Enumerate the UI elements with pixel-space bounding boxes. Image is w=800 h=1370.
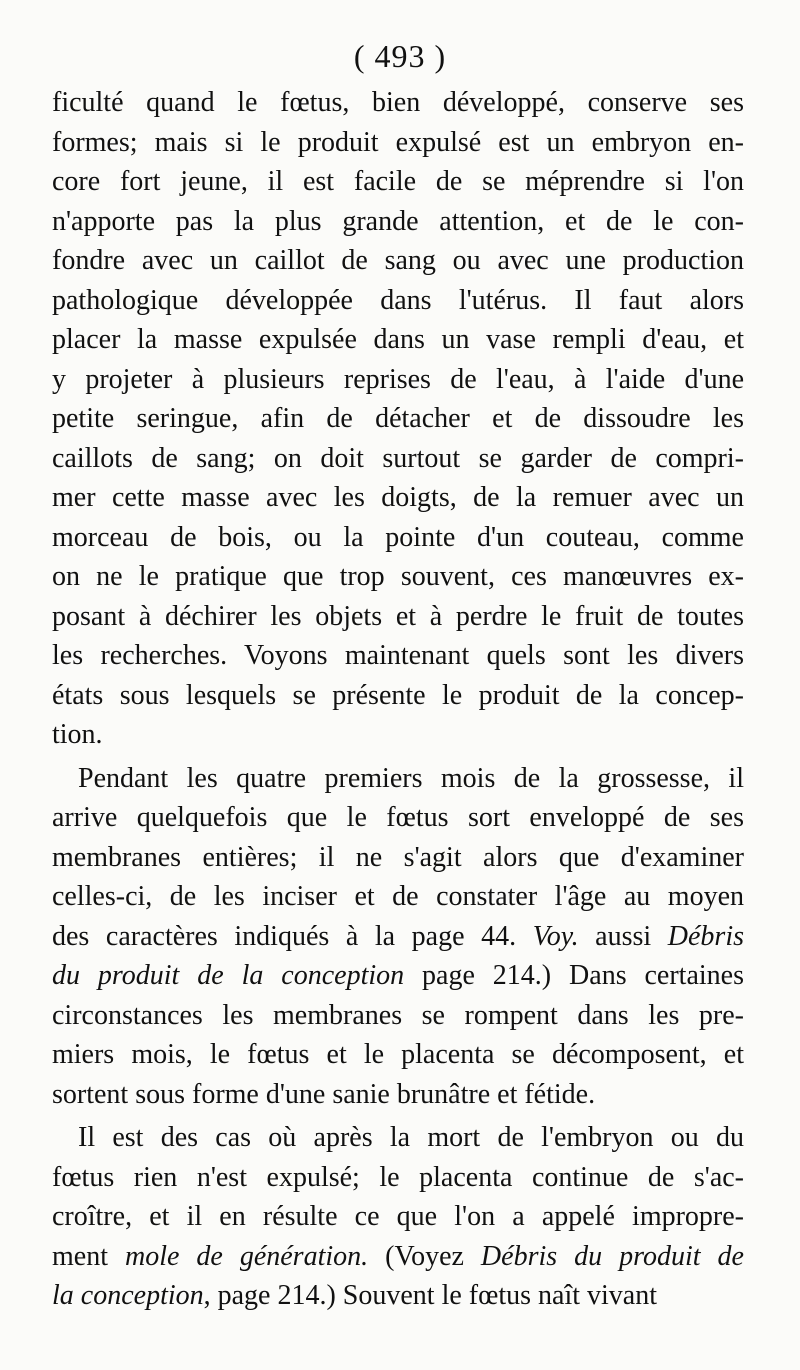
paragraph xyxy=(52,1118,744,1316)
text-line xyxy=(52,1276,744,1316)
text-line: placer la masse expulsée dans un vase rempli d'eau, et xyxy=(52,324,744,355)
text-line: circonstances les membranes se rompent dans les pre- xyxy=(52,999,744,1031)
text-segment: , page 214.) Souvent le fœtus naît vivant xyxy=(203,1280,657,1311)
text-line: états sous lesquels se présente le produit de la concep- xyxy=(52,679,744,711)
italic-text: du produit de la conception xyxy=(52,960,405,991)
text-segment: (Voyez xyxy=(368,1240,481,1272)
text-line: mer cette masse avec les doigts, de la remuer avec un xyxy=(52,482,744,513)
text-line: membranes entières; il ne s'agit alors que d'examiner xyxy=(52,841,744,873)
text-line: petite seringue, afin de détacher et de dissoudre les xyxy=(52,403,744,434)
text-line: les recherches. Voyons maintenant quels sont les divers xyxy=(52,640,744,671)
italic-text: mole de génération. xyxy=(124,1240,369,1272)
text-line: ficulté quand le fœtus, bien développé, conserve ses xyxy=(52,87,744,118)
page-number: ( 493 ) xyxy=(353,38,447,74)
paragraph xyxy=(52,83,744,755)
text-line xyxy=(52,917,744,957)
text-line: formes; mais si le produit expulsé est un embryon en- xyxy=(52,126,744,158)
text-line: Pendant les quatre premiers mois de la grossesse, il xyxy=(78,762,744,794)
text-line: miers mois, le fœtus et le placenta se décomposent, et xyxy=(52,1039,744,1070)
text-segment: des caractères indiqués à la page 44. xyxy=(52,920,533,952)
text-line xyxy=(52,1237,744,1277)
text-line: Il est des cas où après la mort de l'embryon ou du xyxy=(78,1122,744,1153)
text-line: arrive quelquefois que le fœtus sort enveloppé de ses xyxy=(52,802,744,833)
text-line: n'apporte pas la plus grande attention, et de le con- xyxy=(52,205,744,237)
text-line: y projeter à plusieurs reprises de l'eau, à l'aide d'une xyxy=(52,363,744,395)
text-line: pathologique développée dans l'utérus. Il faut alors xyxy=(52,284,744,316)
italic-text: Débris du produit de xyxy=(480,1240,744,1272)
text-line: celles-ci, de les inciser et de constater l'âge au moyen xyxy=(52,881,744,912)
text-line: posant à déchirer les objets et à perdre le fruit de toutes xyxy=(52,600,744,632)
italic-text: Voy. xyxy=(532,920,579,952)
text-segment: aussi xyxy=(578,920,668,952)
text-line: fondre avec un caillot de sang ou avec une production xyxy=(52,245,744,276)
italic-text: Débris xyxy=(667,920,744,952)
paragraph xyxy=(52,759,744,1115)
text-line: on ne le pratique que trop souvent, ces manœuvres ex- xyxy=(52,561,744,592)
text-segment: page 214.) Dans certaines xyxy=(404,960,744,991)
text-line: core fort jeune, il est facile de se méprendre si l'on xyxy=(52,166,744,197)
text-line: sortent sous forme d'une sanie brunâtre et fétide. xyxy=(52,1078,596,1110)
italic-text: la conception xyxy=(52,1280,204,1311)
text-line: caillots de sang; on doit surtout se garder de compri- xyxy=(52,442,744,474)
text-line: morceau de bois, ou la pointe d'un couteau, comme xyxy=(52,521,744,553)
text-line: tion. xyxy=(52,719,103,750)
text-line: croître, et il en résulte ce que l'on a appelé impropre- xyxy=(52,1201,744,1232)
text-segment: ment xyxy=(52,1240,125,1272)
text-line xyxy=(52,956,744,996)
text-line: fœtus rien n'est expulsé; le placenta continue de s'ac- xyxy=(52,1161,744,1193)
body-text xyxy=(52,83,744,1316)
